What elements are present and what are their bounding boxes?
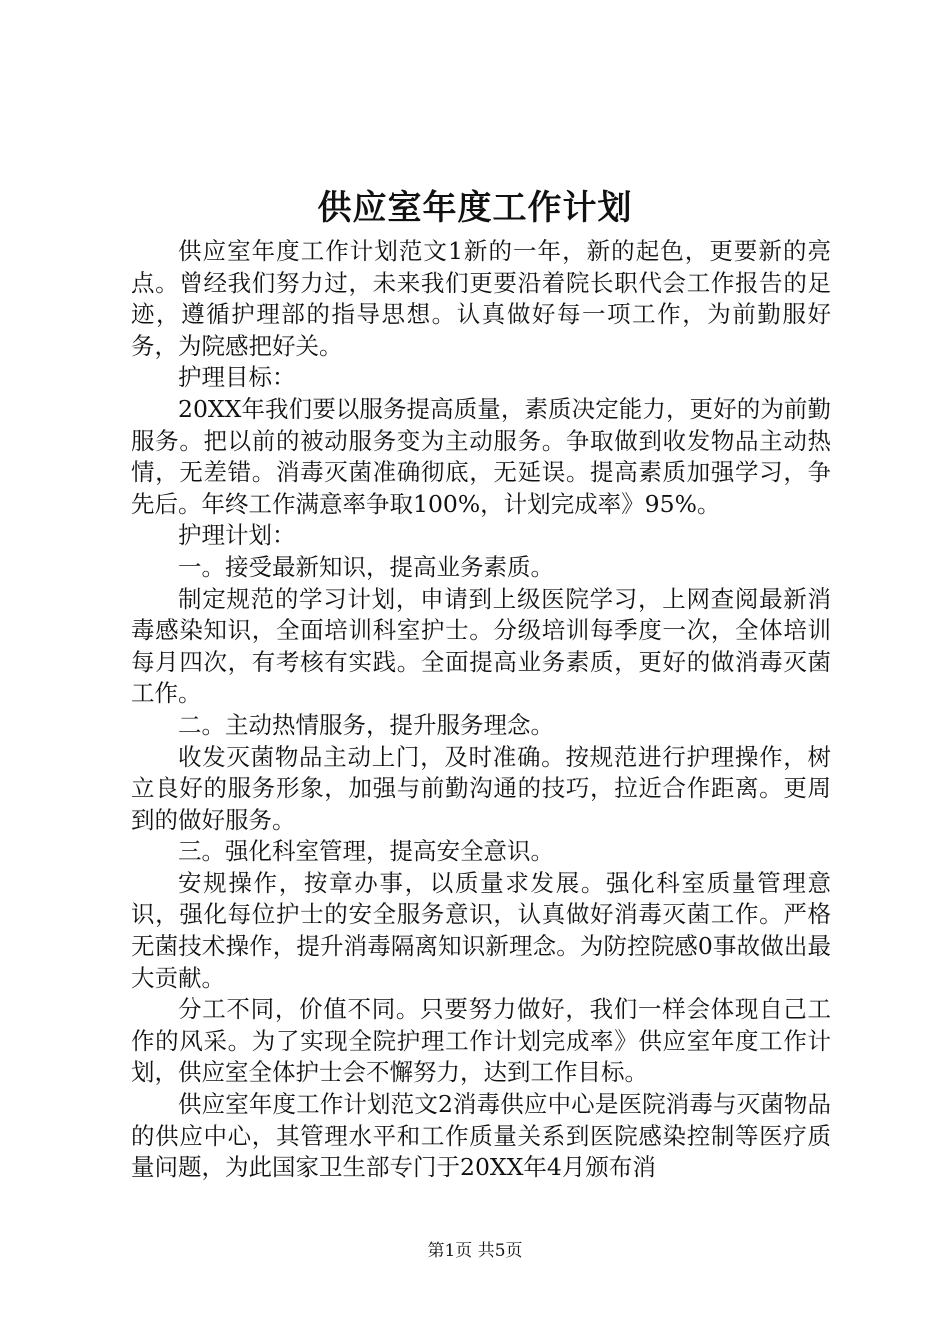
section-heading-2: 二。主动热情服务，提升服务理念。 xyxy=(178,710,554,739)
document-title: 供应室年度工作计划 xyxy=(317,188,633,228)
paragraph-plan-heading: 护理计划： xyxy=(178,521,296,550)
paragraph-section-1: 制定规范的学习计划，申请到上级医院学习，上网查阅最新消毒感染知识，全面培训科室护士。分级培训每季度一次，全体培训每月四次，有考核有实践。全面提高业务素质，更好的做消毒灭菌工作。 xyxy=(131,584,831,708)
paragraph-summary: 分工不同，价值不同。只要努力做好，我们一样会体现自己工作的风采。为了实现全院护理工作计划完成率》供应室年度工作计划，供应室全体护士会不懈努力，达到工作目标。 xyxy=(131,995,831,1087)
section-heading-1: 一。接受最新知识，提高业务素质。 xyxy=(178,552,554,581)
page-number: 第1页 共5页 xyxy=(427,1241,523,1261)
paragraph-intro: 供应室年度工作计划范文1新的一年，新的起色，更要新的亮点。曾经我们努力过，未来我们更要沿着院长职代会工作报告的足迹，遵循护理部的指导思想。认真做好每一项工作，为前勤服好务，为院感把好关。 xyxy=(131,237,831,360)
paragraph-section-2: 收发灭菌物品主动上门，及时准确。按规范进行护理操作，树立良好的服务形象，加强与前勤沟通的技巧，拉近合作距离。更周到的做好服务。 xyxy=(131,742,831,834)
paragraph-goal: 20XX年我们要以服务提高质量，素质决定能力，更好的为前勤服务。把以前的被动服务变为主动服务。争取做到收发物品主动热情，无差错。消毒灭菌准确彻底，无延误。提高素质加强学习，争先后。年终工作满意率争取100%，计划完成率》95%。 xyxy=(131,394,831,518)
paragraph-sample-2: 供应室年度工作计划范文2消毒供应中心是医院消毒与灭菌物品的供应中心，其管理水平和工作质量关系到医院感染控制等医疗质量问题，为此国家卫生部专门于20XX年4月颁布消 xyxy=(131,1090,831,1182)
document-body xyxy=(131,236,831,1184)
section-heading-3: 三。强化科室管理，提高安全意识。 xyxy=(178,837,554,866)
paragraph-goal-heading: 护理目标： xyxy=(178,363,296,392)
paragraph-section-3: 安规操作，按章办事，以质量求发展。强化科室质量管理意识，强化每位护士的安全服务意识，认真做好消毒灭菌工作。严格无菌技术操作，提升消毒隔离知识新理念。为防控院感0事故做出最大贡献。 xyxy=(131,868,831,992)
